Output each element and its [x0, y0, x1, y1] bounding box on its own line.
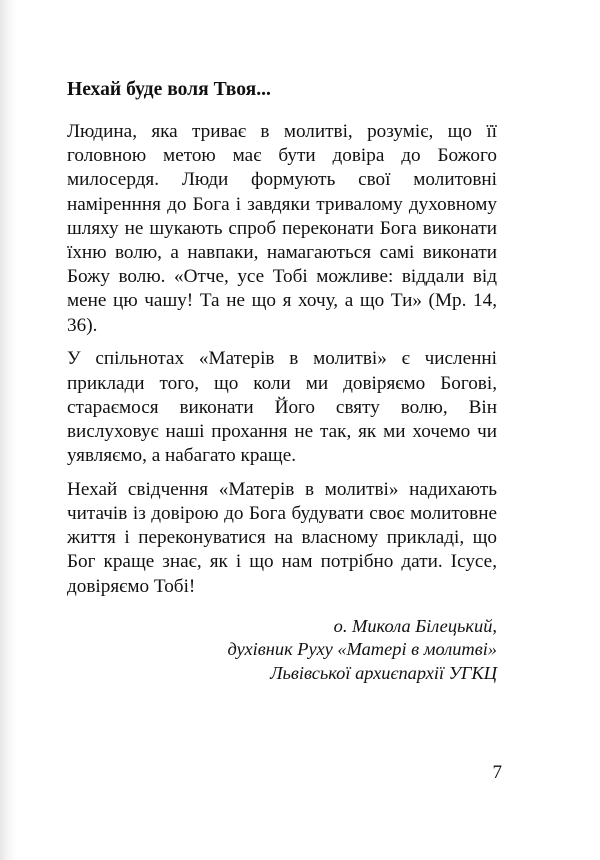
signature-block [67, 615, 497, 686]
signature-role: духівник Руху «Матері в молитві» [227, 639, 497, 660]
signature-organization: Львівської архиєпархії УГКЦ [270, 662, 497, 683]
paragraph-1: Людина, яка триває в молитві, розуміє, що її головною метою має бути довіра до Божого милосердя. Люди формують свої молитовні наміренння до Бога і завдяки тривалому духовному шляху не шукають спроб переконати Бога виконати їхню волю, а навпаки, намагаються самі виконати Божу волю. «Отче, усе Тобі можливе: віддали від мене цю чашу! Та не що я хочу, а що Ти» (Мр. 14, 36). [67, 121, 497, 336]
page-number: 7 [492, 762, 502, 783]
paragraph-2: У спільнотах «Матерів в молитві» є численні приклади того, що коли ми довіряємо Богові, стараємося виконати Його святу волю, Він вислуховує наші прохання не так, як ми хочемо чи уявляємо, а набагато краще. [67, 348, 497, 467]
document-page [67, 78, 497, 685]
page-spine-shadow [0, 0, 16, 860]
signature-name: о. Микола Білецький, [333, 615, 497, 636]
section-heading: Нехай буде воля Твоя... [67, 79, 271, 100]
paragraph-3: Нехай свідчення «Матерів в молитві» надихають читачів із довірою до Бога будувати своє молитовне життя і переконуватися на власному прикладі, що Бог краще знає, як і що нам потрібно дати. Ісусе, довіряємо Тобі! [67, 478, 497, 597]
